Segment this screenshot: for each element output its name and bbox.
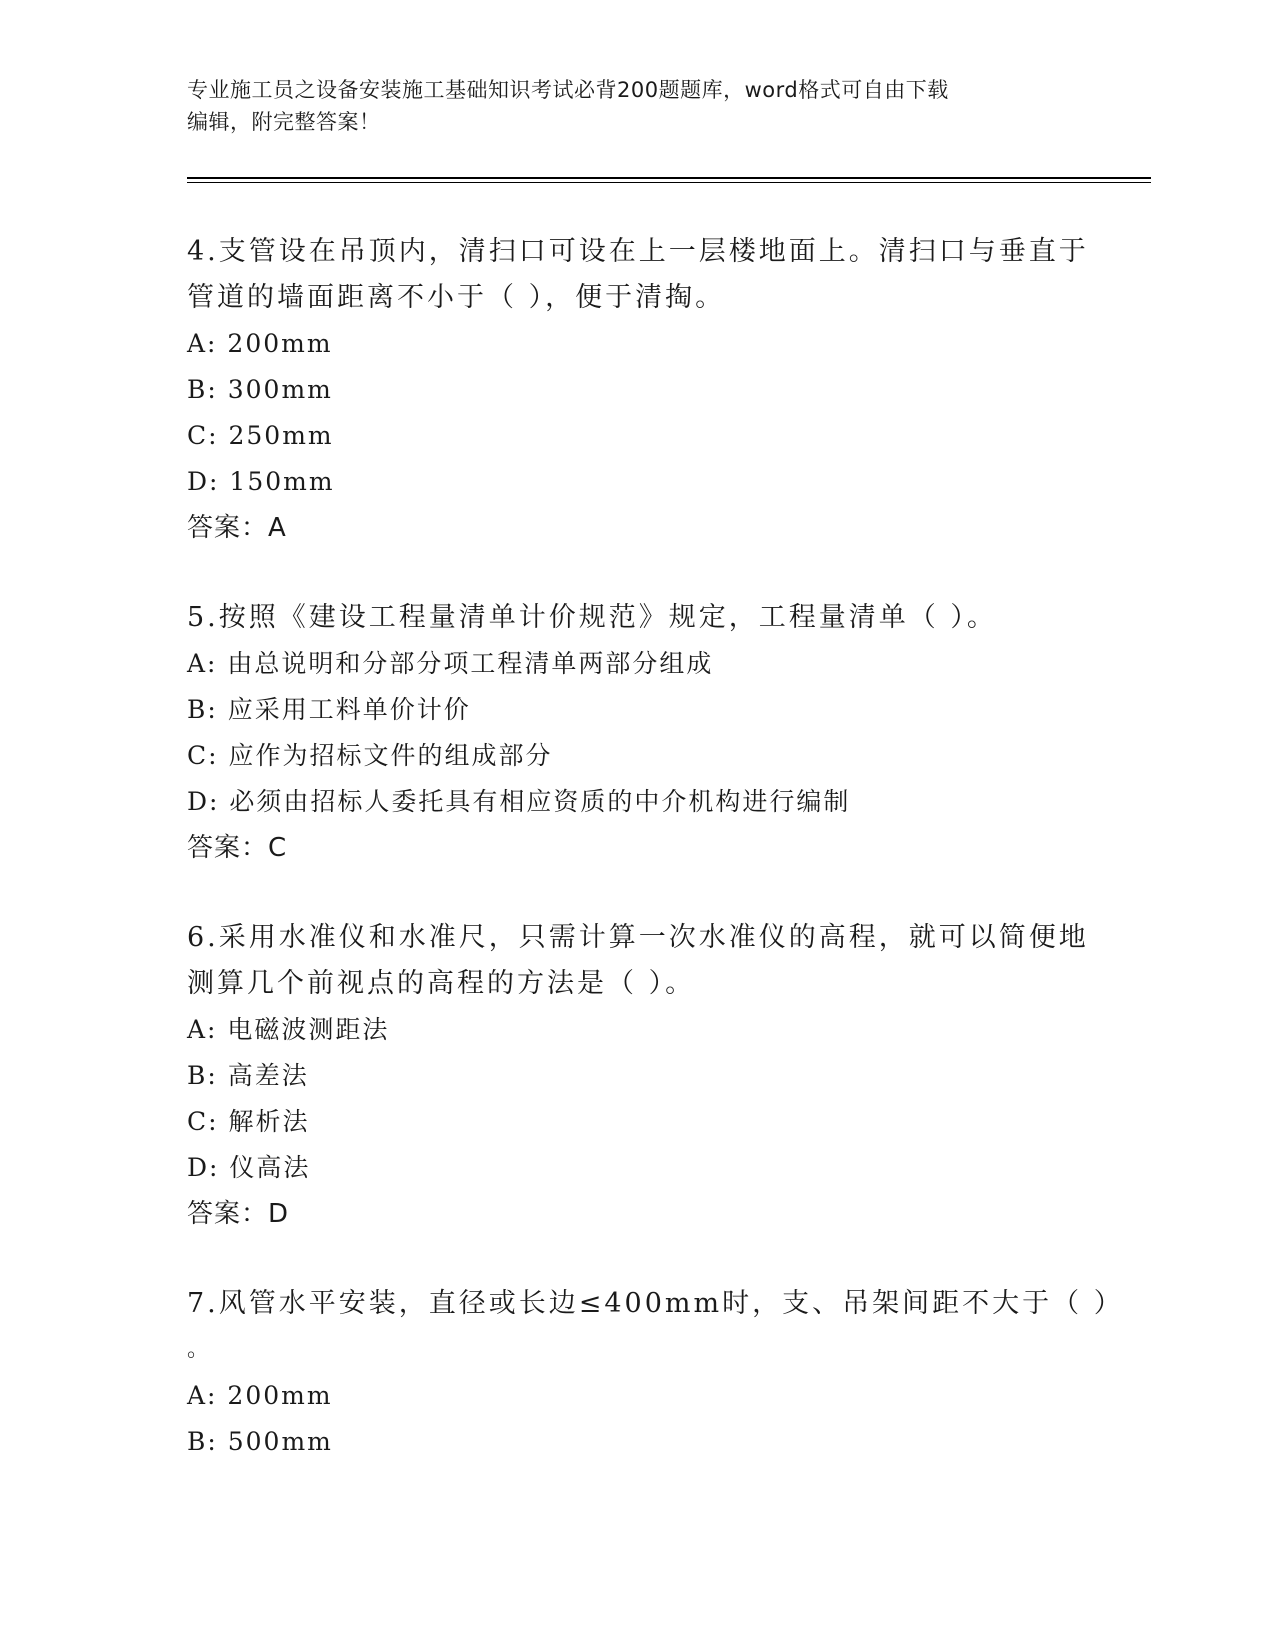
question-stem-line: 4.支管设在吊顶内，清扫口可设在上一层楼地面上。清扫口与垂直于 [187,236,1089,267]
question-5 [187,595,1087,871]
header-line-1: 专业施工员之设备安装施工基础知识考试必背200题题库，word格式可自由下载 [187,78,949,102]
option-a: A: 200mm [187,1381,333,1410]
option-a: A: 电磁波测距法 [187,1015,390,1044]
question-stem-line: 6.采用水准仪和水准尺，只需计算一次水准仪的高程，就可以简便地 [187,922,1089,953]
option-d: D: 仪高法 [187,1153,311,1182]
option-d: D: 150mm [187,467,335,496]
option-d: D: 必须由招标人委托具有相应资质的中介机构进行编制 [187,787,851,816]
header-divider-thick [187,177,1151,179]
question-stem-line: 管道的墙面距离不小于（ ），便于清掏。 [187,282,726,313]
question-7 [187,1281,1124,1465]
question-stem-line: 5.按照《建设工程量清单计价规范》规定，工程量清单（ ）。 [187,602,997,633]
question-stem-line: 7.风管水平安装，直径或长边≤400mm时，支、吊架间距不大于（ ） [187,1288,1124,1319]
header-line-2: 编辑，附完整答案！ [187,110,381,134]
option-c: C: 250mm [187,421,334,450]
question-stem-line: 。 [187,1337,210,1362]
option-c: C: 解析法 [187,1107,310,1136]
option-a: A: 200mm [187,329,333,358]
option-a: A: 由总说明和分部分项工程清单两部分组成 [187,649,714,678]
option-b: B: 应采用工料单价计价 [187,695,471,724]
option-b: B: 高差法 [187,1061,309,1090]
header-divider-thin [187,182,1151,183]
document-header [187,74,1087,138]
question-6 [187,915,1087,1237]
option-c: C: 应作为招标文件的组成部分 [187,741,553,770]
answer: 答案：D [187,1199,290,1229]
question-stem-line: 测算几个前视点的高程的方法是（ ）。 [187,968,696,999]
option-b: B: 300mm [187,375,333,404]
option-b: B: 500mm [187,1427,333,1456]
answer: 答案：C [187,833,288,863]
answer: 答案：A [187,513,287,543]
question-4 [187,229,1087,551]
